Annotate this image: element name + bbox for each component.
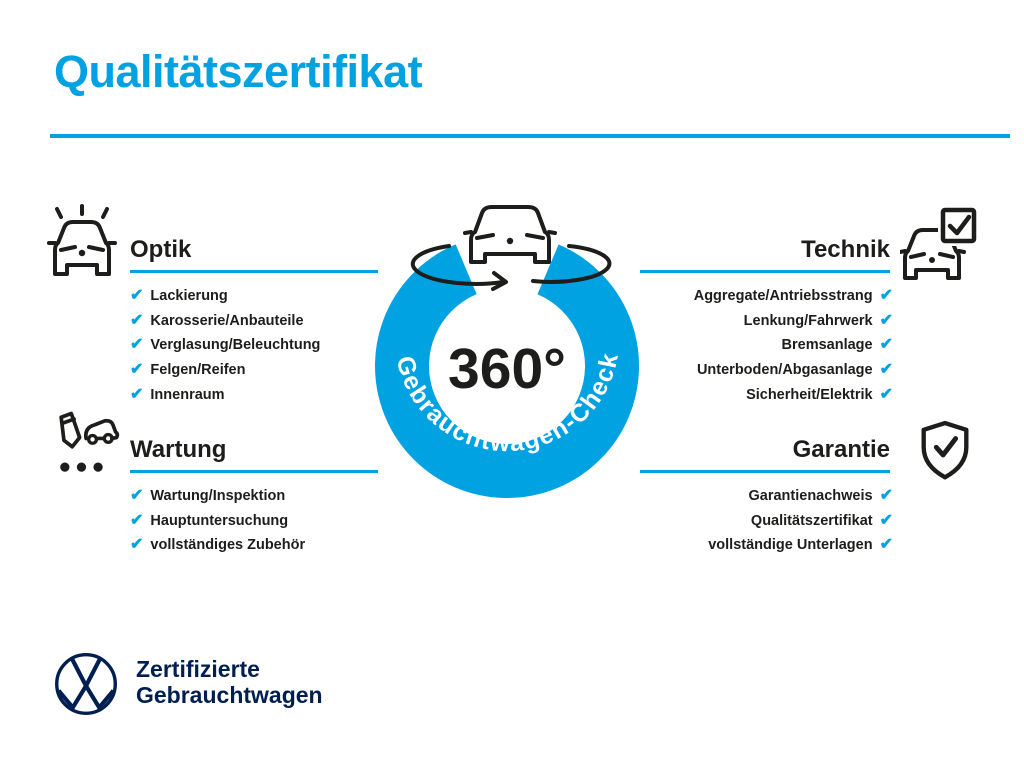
brand-claim (136, 656, 323, 708)
check-icon: ✔ (879, 361, 893, 379)
section-underline-optik (130, 270, 378, 273)
check-icon: ✔ (130, 311, 144, 329)
section-heading-optik: Optik (130, 236, 192, 263)
check-icon: ✔ (130, 385, 144, 403)
brand-claim-line2: Gebrauchtwagen (136, 682, 323, 708)
section-underline-technik (640, 270, 890, 273)
check-icon: ✔ (130, 287, 144, 305)
list-item-label: vollständige Unterlagen (708, 537, 873, 554)
list-item-label: Aggregate/Antriebsstrang (693, 288, 873, 305)
car-checkbox-icon (900, 206, 978, 282)
check-icon: ✔ (879, 311, 893, 329)
check-icon: ✔ (130, 487, 144, 505)
list-item-label: Bremsanlage (781, 337, 873, 354)
check-icon: ✔ (130, 336, 144, 354)
check-icon: ✔ (879, 385, 893, 403)
section-underline-wartung (130, 470, 378, 473)
list-item (130, 284, 320, 309)
list-item-label: Verglasung/Beleuchtung (150, 337, 321, 354)
list-item-label: Lenkung/Fahrwerk (743, 312, 873, 329)
section-heading-garantie: Garantie (792, 436, 890, 463)
list-item (130, 333, 320, 358)
list-item-label: Lackierung (150, 288, 228, 305)
section-heading-technik: Technik (801, 236, 890, 263)
ring-label: Gebrauchtwagen-Check (390, 349, 625, 458)
section-underline-garantie (640, 470, 890, 473)
list-item (130, 484, 305, 509)
list-item-label: Hauptuntersuchung (150, 512, 289, 529)
check-icon: ✔ (130, 511, 144, 529)
check-icon: ✔ (879, 336, 893, 354)
vw-logo (52, 650, 120, 718)
check-icon: ✔ (879, 487, 893, 505)
optik-checklist (130, 284, 320, 407)
header-divider (50, 134, 1010, 138)
list-item (130, 509, 305, 534)
wartung-checklist (130, 484, 305, 558)
check-icon: ✔ (130, 361, 144, 379)
list-item (130, 358, 320, 383)
list-item (130, 533, 305, 558)
list-item-label: Felgen/Reifen (150, 362, 246, 379)
shiny-car-icon (45, 204, 119, 280)
list-item-label: Qualitätszertifikat (750, 512, 873, 529)
list-item (130, 382, 320, 407)
check-icon: ✔ (130, 536, 144, 554)
section-heading-wartung: Wartung (130, 436, 227, 463)
ring-360-graphic (345, 190, 675, 520)
list-item (493, 533, 893, 558)
shield-check-icon (914, 420, 976, 490)
check-icon: ✔ (879, 536, 893, 554)
service-record-icon (48, 408, 126, 480)
list-item-label: Sicherheit/Elektrik (746, 386, 873, 403)
list-item-label: Wartung/Inspektion (150, 488, 286, 505)
brand-claim-line1: Zertifizierte (136, 656, 260, 682)
check-icon: ✔ (879, 511, 893, 529)
degree-label: 360° (448, 337, 566, 401)
list-item (130, 309, 320, 334)
list-item-label: Innenraum (150, 386, 225, 403)
list-item-label: Unterboden/Abgasanlage (696, 362, 873, 379)
check-icon: ✔ (879, 287, 893, 305)
list-item-label: Karosserie/Anbauteile (150, 312, 304, 329)
list-item-label: vollständiges Zubehör (150, 537, 306, 554)
page-title: Qualitätszertifikat (54, 46, 423, 97)
list-item-label: Garantienachweis (748, 488, 873, 505)
